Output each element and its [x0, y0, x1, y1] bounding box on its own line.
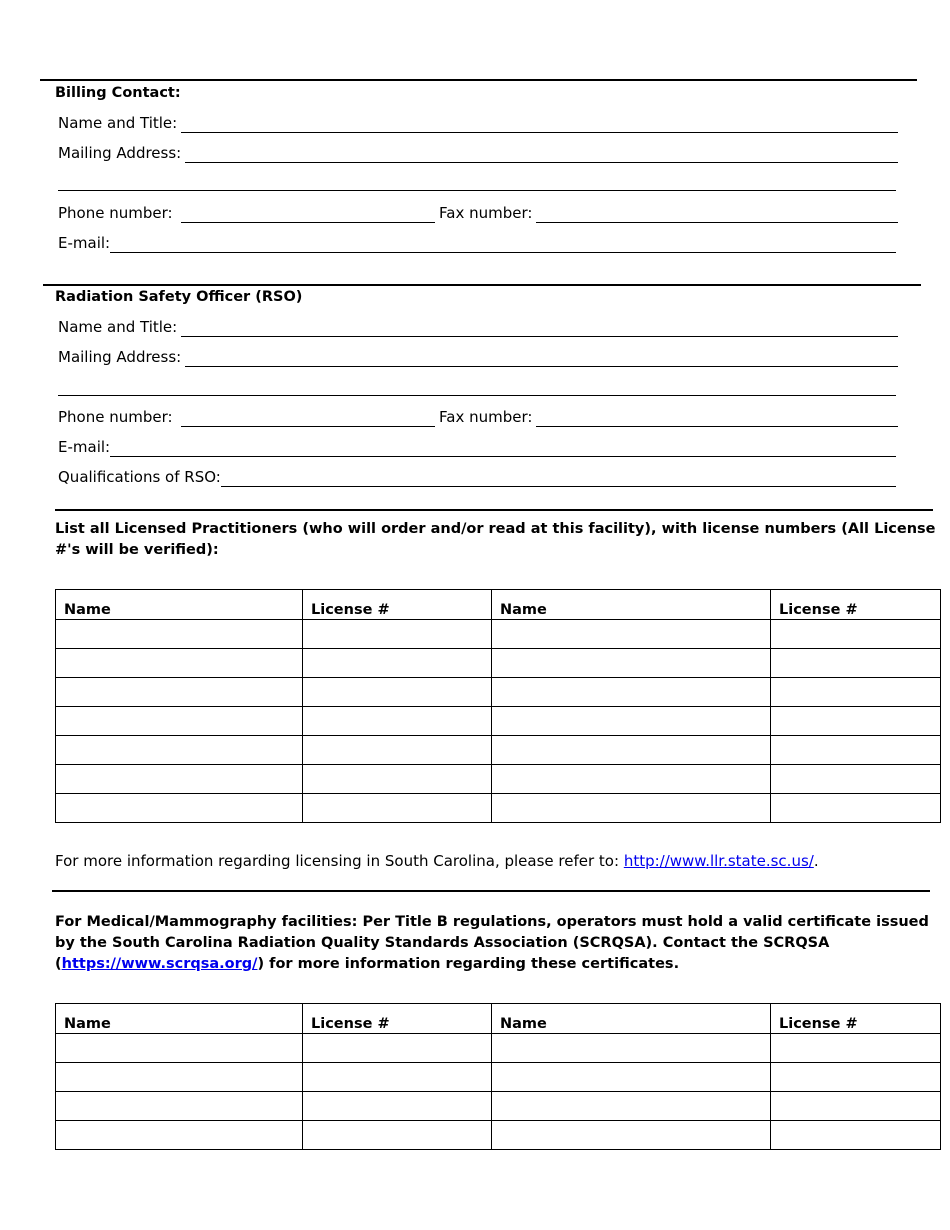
table-cell[interactable] — [771, 736, 941, 765]
table-row — [56, 1063, 941, 1092]
billing-mailing-line[interactable] — [185, 148, 898, 163]
table-cell[interactable] — [303, 1063, 492, 1092]
billing-fax-field[interactable] — [439, 203, 898, 223]
table-cell[interactable] — [492, 1063, 771, 1092]
col-header-license: License # — [771, 1004, 941, 1034]
table-cell[interactable] — [771, 1121, 941, 1150]
rso-email-label: E-mail: — [58, 438, 111, 456]
col-header-name: Name — [56, 1004, 303, 1034]
table-cell[interactable] — [303, 678, 492, 707]
mammography-header-row — [56, 1004, 941, 1034]
table-cell[interactable] — [771, 1063, 941, 1092]
table-row — [56, 1034, 941, 1063]
table-cell[interactable] — [56, 1063, 303, 1092]
rso-email-field[interactable] — [58, 437, 896, 457]
billing-top-rule — [40, 79, 917, 81]
table-cell[interactable] — [303, 1092, 492, 1121]
rso-section-title: Radiation Safety Officer (RSO) — [55, 289, 303, 305]
rso-top-rule — [43, 284, 921, 286]
table-cell[interactable] — [771, 707, 941, 736]
mammography-heading — [55, 912, 935, 975]
rso-phone-field[interactable] — [58, 407, 435, 427]
billing-name-title-label: Name and Title: — [58, 114, 178, 132]
table-cell[interactable] — [303, 707, 492, 736]
licensing-info-suffix: . — [813, 852, 819, 870]
billing-phone-field[interactable] — [58, 203, 435, 223]
mammography-table-body — [56, 1034, 941, 1150]
table-cell[interactable] — [492, 736, 771, 765]
rso-name-title-label: Name and Title: — [58, 318, 178, 336]
billing-fax-line[interactable] — [536, 208, 898, 223]
table-row — [56, 620, 941, 649]
practitioners-top-rule — [55, 509, 933, 511]
table-cell[interactable] — [492, 649, 771, 678]
billing-email-line[interactable] — [110, 238, 896, 253]
table-cell[interactable] — [56, 1121, 303, 1150]
col-header-name: Name — [492, 1004, 771, 1034]
billing-phone-line[interactable] — [181, 208, 435, 223]
rso-email-line[interactable] — [110, 442, 896, 457]
licensing-info-text — [55, 851, 819, 871]
table-cell[interactable] — [771, 1034, 941, 1063]
table-row — [56, 649, 941, 678]
table-cell[interactable] — [492, 1092, 771, 1121]
table-cell[interactable] — [492, 794, 771, 823]
table-cell[interactable] — [771, 794, 941, 823]
table-cell[interactable] — [492, 765, 771, 794]
practitioners-heading: List all Licensed Practitioners (who will order and/or read at this facility), with license numbers (All License #'s will be verified): — [55, 521, 936, 558]
practitioners-header-row — [56, 590, 941, 620]
rso-fax-field[interactable] — [439, 407, 898, 427]
rso-mailing-label: Mailing Address: — [58, 348, 182, 366]
table-row — [56, 678, 941, 707]
col-header-license: License # — [771, 590, 941, 620]
billing-mailing-label: Mailing Address: — [58, 144, 182, 162]
table-cell[interactable] — [56, 1034, 303, 1063]
col-header-name: Name — [56, 590, 303, 620]
table-cell[interactable] — [303, 765, 492, 794]
rso-qualifications-field[interactable] — [58, 467, 896, 487]
table-cell[interactable] — [492, 707, 771, 736]
rso-mailing-line[interactable] — [185, 352, 898, 367]
table-cell[interactable] — [56, 765, 303, 794]
rso-qualifications-label: Qualifications of RSO: — [58, 468, 221, 486]
practitioners-table — [55, 589, 941, 823]
table-row — [56, 1121, 941, 1150]
table-cell[interactable] — [771, 1092, 941, 1121]
rso-name-title-field[interactable] — [58, 317, 898, 337]
table-cell[interactable] — [771, 678, 941, 707]
table-row — [56, 765, 941, 794]
billing-phone-label: Phone number: — [58, 204, 173, 222]
col-header-license: License # — [303, 1004, 492, 1034]
table-row — [56, 736, 941, 765]
table-cell[interactable] — [56, 736, 303, 765]
table-cell[interactable] — [56, 707, 303, 736]
table-cell[interactable] — [492, 678, 771, 707]
rso-fax-line[interactable] — [536, 412, 898, 427]
table-cell[interactable] — [303, 1121, 492, 1150]
table-cell[interactable] — [771, 649, 941, 678]
table-cell[interactable] — [56, 1092, 303, 1121]
rso-phone-line[interactable] — [181, 412, 435, 427]
billing-fax-label: Fax number: — [439, 204, 533, 222]
table-cell[interactable] — [303, 649, 492, 678]
billing-name-title-line[interactable] — [181, 118, 898, 133]
scrqsa-link[interactable]: https://www.scrqsa.org/ — [61, 956, 258, 972]
col-header-name: Name — [492, 590, 771, 620]
llr-link[interactable]: http://www.llr.state.sc.us/ — [623, 852, 814, 870]
mammography-top-rule — [52, 890, 930, 892]
rso-phone-label: Phone number: — [58, 408, 173, 426]
table-cell[interactable] — [492, 620, 771, 649]
table-cell[interactable] — [56, 649, 303, 678]
table-cell[interactable] — [56, 620, 303, 649]
mammography-heading-lead: For Medical/Mammography facilities: Per Title B regulations, operators must hold a valid certificate issued by the South Carolina Radiation Quality Standards Association (SCRQSA). Contact the SCRQSA ( — [55, 914, 929, 972]
table-cell[interactable] — [492, 1121, 771, 1150]
rso-name-title-line[interactable] — [181, 322, 898, 337]
billing-name-title-field[interactable] — [58, 113, 898, 133]
table-cell[interactable] — [303, 794, 492, 823]
billing-mailing-field[interactable] — [58, 143, 898, 163]
table-row — [56, 1092, 941, 1121]
table-cell[interactable] — [492, 1034, 771, 1063]
practitioners-table-body — [56, 620, 941, 823]
mammography-heading-tail: ) for more information regarding these certificates. — [257, 956, 680, 972]
billing-email-field[interactable] — [58, 233, 896, 253]
licensing-info-lead: For more information regarding licensing in South Carolina, please refer to: — [55, 852, 624, 870]
mammography-table — [55, 1003, 941, 1150]
table-cell[interactable] — [56, 794, 303, 823]
table-cell[interactable] — [303, 736, 492, 765]
col-header-license: License # — [303, 590, 492, 620]
rso-mailing-line-2[interactable] — [58, 395, 896, 396]
rso-mailing-field[interactable] — [58, 347, 898, 367]
table-cell[interactable] — [303, 620, 492, 649]
billing-mailing-line-2[interactable] — [58, 190, 896, 191]
table-row — [56, 794, 941, 823]
billing-section-title: Billing Contact: — [55, 85, 181, 101]
rso-fax-label: Fax number: — [439, 408, 533, 426]
table-cell[interactable] — [771, 765, 941, 794]
table-row — [56, 707, 941, 736]
table-cell[interactable] — [771, 620, 941, 649]
table-cell[interactable] — [56, 678, 303, 707]
rso-qualifications-line[interactable] — [221, 472, 896, 487]
billing-email-label: E-mail: — [58, 234, 111, 252]
table-cell[interactable] — [303, 1034, 492, 1063]
